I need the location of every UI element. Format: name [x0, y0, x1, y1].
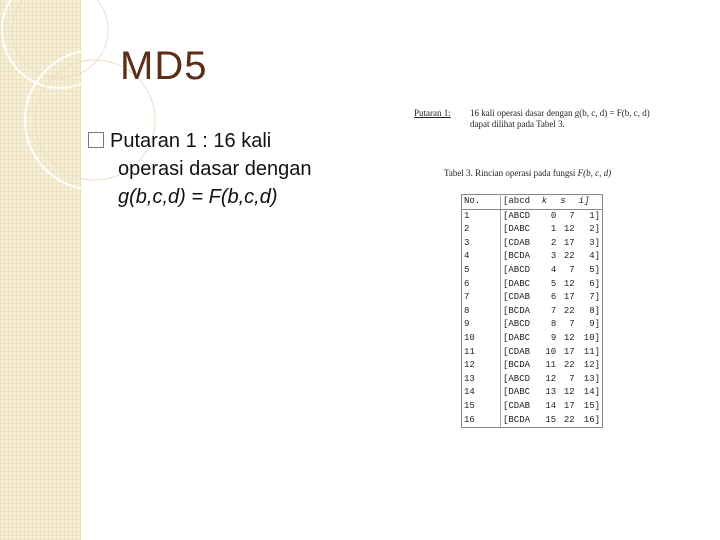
header-k: k [540, 195, 558, 210]
table-header-row [462, 195, 603, 210]
cell-k: 8 [550, 319, 557, 330]
cell-s: 7 [569, 210, 575, 221]
bullet-point [88, 127, 358, 211]
cell-no: 3 [462, 237, 501, 251]
cell-no: 12 [462, 359, 501, 373]
table-row [462, 414, 603, 428]
table-row [462, 291, 603, 305]
cell-i: 5] [589, 264, 600, 275]
cell-k: 2 [550, 237, 557, 248]
header-s: s [558, 195, 576, 210]
cell-abcd: [BCDA [503, 360, 531, 371]
cell-k: 5 [550, 278, 557, 289]
cell-abcd: [BCDA [503, 414, 531, 425]
cell-no: 15 [462, 400, 501, 414]
cell-abcd: [ABCD [503, 210, 531, 221]
cell-i: 8] [589, 305, 600, 316]
cell-no: 4 [462, 250, 501, 264]
cell-abcd: [ABCD [503, 264, 531, 275]
cell-no: 10 [462, 332, 501, 346]
cell-k: 14 [545, 400, 557, 411]
cell-s: 12 [563, 278, 575, 289]
cell-i: 6] [589, 278, 600, 289]
table-caption [444, 168, 611, 178]
table-row [462, 237, 603, 251]
cell-s: 7 [569, 373, 575, 384]
table-row [462, 386, 603, 400]
cell-abcd: [CDAB [503, 237, 531, 248]
cell-abcd: [CDAB [503, 346, 531, 357]
cell-i: 16] [583, 414, 600, 425]
cell-s: 22 [563, 360, 575, 371]
cell-no: 2 [462, 223, 501, 237]
cell-i: 12] [583, 360, 600, 371]
cell-s: 22 [563, 305, 575, 316]
cell-s: 22 [563, 251, 575, 262]
cell-i: 10] [583, 332, 600, 343]
cell-i: 4] [589, 251, 600, 262]
bullet-line-1: Putaran 1 : 16 kali [110, 130, 272, 152]
cell-no: 16 [462, 414, 501, 428]
caption-prefix: Tabel 3. Rincian operasi pada fungsi [444, 168, 578, 178]
cell-k: 6 [550, 292, 557, 303]
cell-abcd: [BCDA [503, 305, 531, 316]
table-row [462, 209, 603, 223]
figure-description: 16 kali operasi dasar dengan g(b, c, d) = F(b, c, d) dapat dilihat pada Tabel 3. [470, 108, 650, 129]
cell-s: 17 [563, 292, 575, 303]
figure-label: Putaran 1: [414, 108, 451, 118]
cell-abcd: [CDAB [503, 400, 531, 411]
cell-s: 7 [569, 264, 575, 275]
table-row [462, 223, 603, 237]
cell-i: 9] [589, 319, 600, 330]
cell-s: 17 [563, 400, 575, 411]
table-row [462, 318, 603, 332]
cell-i: 3] [589, 237, 600, 248]
cell-i: 14] [583, 387, 600, 398]
cell-i: 2] [589, 224, 600, 235]
cell-no: 13 [462, 373, 501, 387]
bullet-line-3: g(b,c,d) = F(b,c,d) [118, 186, 278, 208]
table-row [462, 250, 603, 264]
table-row [462, 359, 603, 373]
cell-k: 3 [550, 251, 557, 262]
cell-abcd: [DABC [503, 387, 531, 398]
cell-k: 13 [545, 387, 557, 398]
cell-k: 10 [545, 346, 557, 357]
cell-abcd: [BCDA [503, 251, 531, 262]
header-no: No. [462, 195, 501, 210]
cell-no: 5 [462, 264, 501, 278]
table-row [462, 346, 603, 360]
decorative-side-band [0, 0, 81, 540]
cell-no: 7 [462, 291, 501, 305]
bullet-box-icon [88, 132, 104, 148]
cell-no: 11 [462, 346, 501, 360]
cell-k: 4 [550, 264, 557, 275]
cell-s: 22 [563, 414, 575, 425]
cell-abcd: [DABC [503, 332, 531, 343]
cell-k: 0 [550, 210, 557, 221]
table-row [462, 373, 603, 387]
cell-k: 11 [545, 360, 557, 371]
cell-k: 15 [545, 414, 557, 425]
operations-table [461, 194, 603, 428]
cell-k: 12 [545, 373, 557, 384]
cell-k: 9 [550, 332, 557, 343]
cell-k: 7 [550, 305, 557, 316]
cell-no: 14 [462, 386, 501, 400]
cell-s: 12 [563, 332, 575, 343]
header-abcd: [abcd [501, 195, 540, 210]
cell-s: 7 [569, 319, 575, 330]
cell-s: 12 [563, 387, 575, 398]
bullet-line-2: operasi dasar dengan [118, 158, 312, 180]
table-row [462, 400, 603, 414]
cell-no: 9 [462, 318, 501, 332]
table-row [462, 305, 603, 319]
slide-title: MD5 [120, 44, 208, 88]
cell-s: 17 [563, 237, 575, 248]
cell-i: 7] [589, 292, 600, 303]
table-row [462, 264, 603, 278]
cell-s: 12 [563, 224, 575, 235]
cell-i: 15] [583, 400, 600, 411]
cell-abcd: [ABCD [503, 319, 531, 330]
cell-abcd: [CDAB [503, 292, 531, 303]
caption-function: F(b, c, d) [577, 168, 612, 178]
cell-abcd: [DABC [503, 278, 531, 289]
cell-i: 11] [583, 346, 600, 357]
cell-i: 13] [583, 373, 600, 384]
cell-i: 1] [589, 210, 600, 221]
cell-k: 1 [550, 224, 557, 235]
cell-s: 17 [563, 346, 575, 357]
cell-abcd: [DABC [503, 224, 531, 235]
cell-no: 6 [462, 278, 501, 292]
cell-no: 1 [462, 209, 501, 223]
table-row [462, 332, 603, 346]
header-i: i] [577, 195, 603, 210]
table-row [462, 278, 603, 292]
cell-no: 8 [462, 305, 501, 319]
cell-abcd: [ABCD [503, 373, 531, 384]
